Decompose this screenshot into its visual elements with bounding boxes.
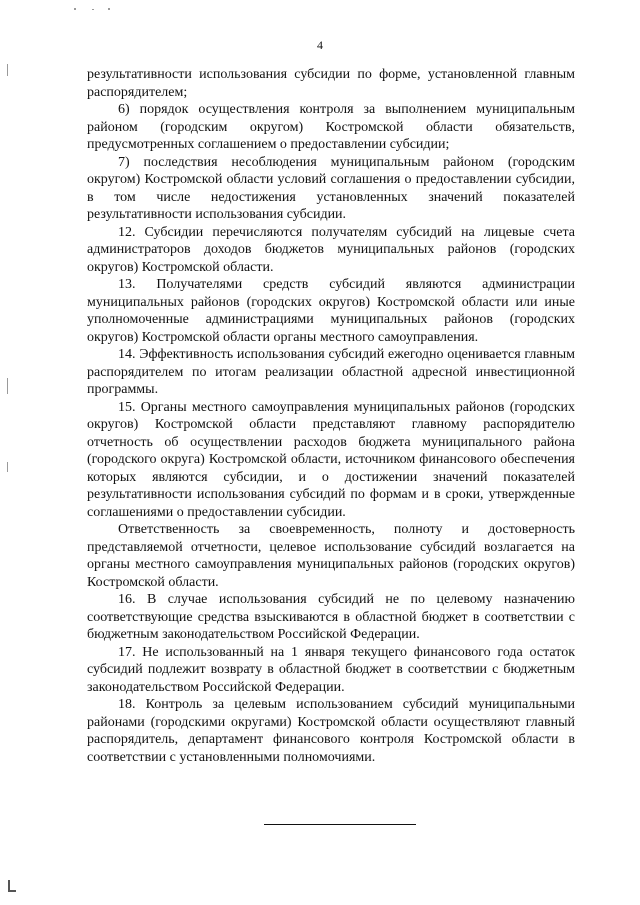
paragraph-clause-12: 12. Субсидии перечисляются получателям субсидий на лицевые счета администраторов доходов бюджетов муниципальных районов (городских округов) Костромской области. (87, 224, 575, 275)
scan-artifact (7, 462, 8, 472)
page-corner-mark (8, 890, 16, 892)
scan-artifact (92, 9, 94, 10)
paragraph-item-7: 7) последствия несоблюдения муниципальным районом (городским округом) Костромской области условий соглашения о предоставлении субсидии, в том числе недостижения установленных значений показателей результативности использования субсидии. (87, 154, 575, 222)
paragraph-clause-16: 16. В случае использования субсидий не по целевому назначению соответствующие средства взыскиваются в областной бюджет в соответствии с бюджетным законодательством Российской Федерации. (87, 592, 575, 642)
paragraph-clause-15: 15. Органы местного самоуправления муниципальных районов (городских округов) Костромской области представляют главному распорядителю отчетность об осуществлении расходов бюджета муниципального района (городского округа) Костромской области, источником финансового обеспечения которых являются субсидии, и о достижении значений показателей результативности использования субсидий по формам и в сроки, утвержденные соглашениями о предоставлении субсидии. (87, 399, 575, 520)
scan-artifact (108, 8, 110, 10)
scan-artifact (7, 378, 8, 394)
paragraph-responsibility: Ответственность за своевременность, полноту и достоверность представляемой отчетности, целевое использование субсидий возлагается на органы местного самоуправления муниципальных районов (городских округов) Костромской области. (87, 522, 575, 590)
document-body (87, 66, 575, 766)
paragraph-clause-17: 17. Не использованный на 1 января текущего финансового года остаток субсидий подлежит возврату в областной бюджет в соответствии с бюджетным законодательством Российской Федерации. (87, 644, 575, 695)
scan-artifact (7, 64, 8, 76)
paragraph-clause-14: 14. Эффективность использования субсидий ежегодно оценивается главным распорядителем по итогам реализации областной адресной инвестиционной программы. (87, 347, 575, 397)
paragraph-clause-18: 18. Контроль за целевым использованием субсидий муниципальными районами (городскими округами) Костромской области осуществляют главный распорядитель, департамент финансового контроля Костромской области в соответствии с установленными полномочиями. (87, 697, 575, 765)
scan-artifact (74, 8, 76, 10)
paragraph-continuation: результативности использования субсидии по форме, установленной главным распорядителем; (87, 67, 575, 100)
page-number: 4 (317, 38, 323, 52)
paragraph-item-6: 6) порядок осуществления контроля за выполнением муниципальным районом (городским округом) Костромской области обязательств, предусмотренных соглашением о предоставлении субсидии; (87, 102, 575, 152)
closing-divider (264, 824, 416, 825)
paragraph-clause-13: 13. Получателями средств субсидий являются администрации муниципальных районов (городских округов) Костромской области или иные уполномоченные администрациями муниципальных районов (городских округов) Костромской области органы местного самоуправления. (87, 277, 575, 345)
